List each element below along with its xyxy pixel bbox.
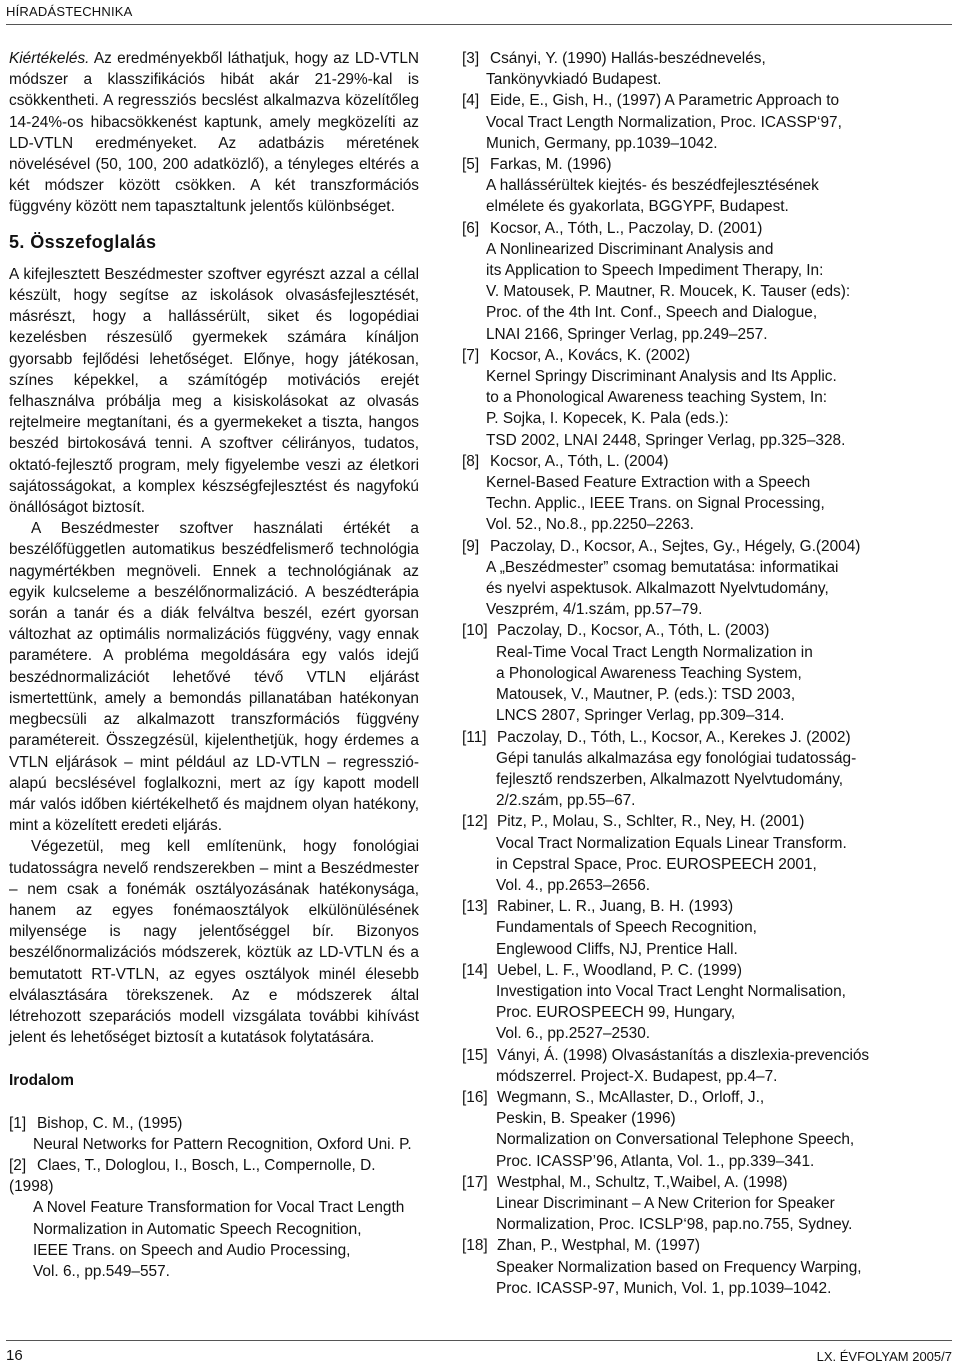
reference-line: Neural Networks for Pattern Recognition, Oxford Uni. P. [33, 1135, 412, 1153]
running-footer [6, 1340, 952, 1365]
reference-first-line [462, 48, 892, 69]
reference-line: Vol. 6., pp.549–557. [33, 1262, 170, 1280]
reference-line: Vol. 6., pp.2527–2530. [496, 1025, 651, 1043]
reference-item [462, 1045, 892, 1087]
reference-authors: Eide, E., Gish, H., (1997) A Parametric Approach to [490, 92, 840, 110]
reference-line: elmélete és gyakorlata, BGGYPF, Budapest. [486, 198, 789, 216]
evaluation-text: Az eredményekből láthatjuk, hogy az LD-VTLN módszer a klasszifikációs hibát akár 21-29%-kal is csökkentheti. A regressziós becslést alkalmazva közelítőleg 14-24%-os hibacsökkenést kaptunk, amely megközelíti az LD-VTLN eredményeket. Az adatbázis méretének növelésével (50, 100, 200 adatközlő), a tényleges eltérés a két módszer között csökken. A két transzformációs függvény között nem tapasztaltunk jelentős különbséget. [9, 50, 419, 216]
reference-line: A Nonlinearized Discriminant Analysis and [486, 240, 774, 258]
reference-number: [9] [462, 537, 480, 555]
reference-authors: Uebel, L. F., Woodland, P. C. (1999) [497, 961, 742, 979]
reference-authors: Ványi, Á. (1998) Olvasástanítás a diszlexia-prevenciós [497, 1046, 870, 1064]
reference-line: Kernel-Based Feature Extraction with a Speech [486, 474, 811, 492]
reference-line: Veszprém, 4/1.szám, pp.57–79. [486, 601, 703, 619]
reference-first-line [462, 1045, 892, 1066]
reference-line: LNAI 2166, Springer Verlag, pp.249–257. [486, 325, 768, 343]
section-title-summary: 5. Összefoglalás [9, 231, 157, 252]
reference-line: Tankönyvkiadó Budapest. [486, 71, 662, 89]
reference-first-line [9, 1113, 419, 1134]
reference-item [462, 620, 892, 726]
references-list-left [9, 1113, 419, 1283]
reference-item [462, 218, 892, 345]
reference-authors: Claes, T., Dologlou, I., Bosch, L., Compernolle, D.(1998) [9, 1156, 376, 1196]
left-column [9, 48, 419, 1282]
reference-number: [4] [462, 92, 480, 110]
reference-number: [3] [462, 50, 480, 67]
reference-number: [1] [9, 1114, 27, 1132]
reference-first-line [9, 1155, 419, 1197]
reference-first-line [462, 1235, 892, 1256]
reference-number: [5] [462, 156, 480, 174]
reference-number: [7] [462, 346, 480, 364]
reference-authors: Kocsor, A., Tóth, L. (2004) [490, 452, 669, 470]
reference-line: Vol. 4., pp.2653–2656. [496, 876, 651, 894]
reference-line: Normalization, Proc. ICSLP‘98, pap.no.755, Sydney. [496, 1216, 853, 1234]
reference-line: V. Matousek, P. Mautner, R. Moucek, K. Tauser (eds): [486, 283, 851, 301]
reference-line: TSD 2002, LNAI 2448, Springer Verlag, pp.325–328. [486, 431, 846, 449]
reference-number: [13] [462, 898, 488, 916]
reference-first-line [462, 345, 892, 366]
reference-line: Normalization in Automatic Speech Recognition, [33, 1220, 362, 1238]
reference-item [462, 451, 892, 536]
reference-item [462, 90, 892, 154]
reference-line: Investigation into Vocal Tract Lenght Normalisation, [496, 982, 846, 1000]
reference-line: in Cepstral Space, Proc. EUROSPEECH 2001, [496, 855, 817, 873]
reference-number: [8] [462, 452, 480, 470]
reference-item [462, 811, 892, 896]
reference-authors: Paczolay, D., Kocsor, A., Tóth, L. (2003) [497, 622, 770, 640]
reference-item [9, 1113, 419, 1155]
reference-item [462, 536, 892, 621]
reference-item [462, 1172, 892, 1236]
reference-item [462, 154, 892, 218]
reference-line: IEEE Trans. on Speech and Audio Processing, [33, 1241, 351, 1259]
reference-line: fejlesztő rendszerben, Alkalmazott Nyelvtudomány, [496, 770, 844, 788]
reference-number: [17] [462, 1173, 488, 1191]
reference-line: Vocal Tract Normalization Equals Linear Transform. [496, 834, 847, 852]
reference-item [462, 345, 892, 451]
reference-line: a Phonological Awareness Teaching System, [496, 664, 802, 682]
reference-line: Real-Time Vocal Tract Length Normalization in [496, 643, 813, 661]
reference-line: Fundamentals of Speech Recognition, [496, 919, 757, 937]
reference-first-line [462, 451, 892, 472]
journal-name: HÍRADÁSTECHNIKA [6, 4, 133, 19]
reference-line: LNCS 2807, Springer Verlag, pp.309–314. [496, 707, 785, 725]
reference-authors: Paczolay, D., Kocsor, A., Sejtes, Gy., Hégely, G.(2004) [490, 537, 861, 555]
reference-line: Kernel Springy Discriminant Analysis and Its Applic. [486, 368, 837, 386]
reference-line: P. Sojka, I. Kopecek, K. Pala (eds.): [486, 410, 729, 428]
reference-number: [14] [462, 961, 488, 979]
reference-number: [6] [462, 219, 480, 237]
reference-number: [12] [462, 813, 488, 831]
reference-first-line [462, 960, 892, 981]
reference-line: Proc. ICASSP-97, Munich, Vol. 1, pp.1039–1042. [496, 1279, 832, 1297]
reference-line: Proc. of the 4th Int. Conf., Speech and Dialogue, [486, 304, 818, 322]
reference-first-line [462, 896, 892, 917]
summary-paragraph-2: A Beszédmester szoftver használati értékét a beszélőfüggetlen automatikus beszédfelismerő technológia nagymértékben megnöveli. Ennek a technológiának az egyik kulcseleme a beszélőnormalizáció. A beszédterápia során a tanár és a diák felváltva beszél, ezért gyorsan változhat az optimális normalizációs függvény, vagy ennak paramétere. A probléma megoldására egy valós idejű beszédnormalizációt lehetővé tévő VTLN eljárást ismertettünk, amely a bemondás pillanatában hatékonyan megbecsüli az alkalmazott transzformációs függvény paramétereit. Összegzésül, kijelenthetjük, hogy érdemes a VTLN eljárások – mint például az LD-VTLN – regresszió-alapú becslésével foglalkozni, mert az így kapott modell már valós időben kiértékelhető és majdnem olyan hatékony, mint a közelített eredeti eljárás. [9, 520, 419, 835]
reference-number: [16] [462, 1088, 488, 1106]
reference-line: Peskin, B. Speaker (1996) [496, 1110, 676, 1128]
reference-line: módszerrel. Project-X. Budapest, pp.4–7. [496, 1067, 778, 1085]
reference-line: Linear Discriminant – A New Criterion for Speaker [496, 1194, 835, 1212]
references-list-right [462, 48, 892, 1299]
evaluation-paragraph [9, 48, 419, 218]
reference-line: Englewood Cliffs, NJ, Prentice Hall. [496, 940, 738, 958]
reference-number: [18] [462, 1237, 488, 1255]
reference-line: és nyelvi aspektusok. Alkalmazott Nyelvtudomány, [486, 580, 829, 598]
reference-number: [11] [462, 728, 487, 746]
running-header [6, 0, 952, 25]
reference-line: its Application to Speech Impediment Therapy, In: [486, 262, 824, 280]
reference-first-line [462, 536, 892, 557]
summary-paragraph-1: A kifejlesztett Beszédmester szoftver egyrészt azzal a céllal készült, hogy segítse az iskolások olvasásfejlesztését, másrészt, hogy a hallássérült, siket és logopédiai kezelésben részesülő gyermekek számára kínáljon gyorsabb fejlődési lehetőséget. Előnye, hogy játékosan, színes képekkel, a számítógép motivációs erejét felhasználva próbálja meg a kisiskolásokat az olvasás rejtelmeire megtanítani, és a gyermekeket a tiszta, hangos beszéd birtokosává tenni. A szoftver célirányos, tudatos, oktató-fejlesztő program, mely figyelembe veszi az életkori sajátosságokat, a komplex készségfejlesztést és nagyfokú önállóságot biztosít. [9, 265, 419, 517]
reference-line: 2/2.szám, pp.55–67. [496, 792, 636, 810]
summary-paragraph-3: Végezetül, meg kell említenünk, hogy fonológiai tudatosságra nevelő rendszerekben – mint a Beszédmester – nem csak a fonémák osztályozásának hatékonysága, hanem az egyes fonémaosztályok elkülönülésének milyensége is nagy jelentőséggel bír. Bizonyos beszélőnormalizációs módszerek, köztük az LD-VTLN és a bemutatott RT-VTLN, az egyes osztályok minél élesebb elválasztására törekszenek. Az e módszerek által létrehozott szeparációs modell vizsgálata további kihívást jelent és lehetőséget biztosít a kutatások folytatására. [9, 838, 419, 1047]
reference-line: A Novel Feature Transformation for Vocal Tract Length [33, 1199, 405, 1217]
reference-line: Gépi tanulás alkalmazása egy fonológiai tudatosság- [496, 749, 857, 767]
reference-item [462, 48, 892, 90]
reference-first-line [462, 1172, 892, 1193]
right-column [462, 48, 892, 1299]
reference-line: Matousek, V., Mautner, P. (eds.): TSD 2003, [496, 686, 796, 704]
reference-authors: Csányi, Y. (1990) Hallás-beszédnevelés, [490, 50, 766, 67]
reference-authors: Westphal, M., Schultz, T.,Waibel, A. (1998) [497, 1173, 788, 1191]
reference-line: Vocal Tract Length Normalization, Proc. ICASSP‘97, [486, 113, 842, 131]
reference-authors: Pitz, P., Molau, S., Schlter, R., Ney, H. (2001) [497, 813, 805, 831]
reference-authors: Wegmann, S., McAllaster, D., Orloff, J., [497, 1088, 765, 1106]
reference-line: Proc. EUROSPEECH 99, Hungary, [496, 1004, 736, 1022]
page-number: 16 [6, 1347, 23, 1364]
reference-authors: Kocsor, A., Tóth, L., Paczolay, D. (2001) [490, 219, 763, 237]
reference-item [462, 1235, 892, 1299]
reference-line: Vol. 52., No.8., pp.2250–2263. [486, 516, 694, 534]
reference-item [9, 1155, 419, 1282]
reference-first-line [462, 90, 892, 111]
reference-item [462, 727, 892, 812]
reference-item [462, 960, 892, 1045]
references-heading: Irodalom [9, 1072, 74, 1090]
reference-authors: Kocsor, A., Kovács, K. (2002) [490, 346, 691, 364]
reference-first-line [462, 218, 892, 239]
reference-first-line [462, 154, 892, 175]
reference-authors: Bishop, C. M., (1995) [37, 1114, 183, 1132]
reference-line: to a Phonological Awareness teaching System, In: [486, 389, 828, 407]
evaluation-lead: Kiértékelés. [9, 50, 90, 67]
reference-line: Speaker Normalization based on Frequency Warping, [496, 1258, 862, 1276]
reference-authors: Paczolay, D., Tóth, L., Kocsor, A., Kerekes J. (2002) [497, 728, 851, 746]
reference-number: [2] [9, 1156, 27, 1174]
reference-line: Normalization on Conversational Telephone Speech, [496, 1131, 855, 1149]
reference-first-line [462, 620, 892, 641]
reference-item [462, 896, 892, 960]
reference-authors: Farkas, M. (1996) [490, 156, 612, 174]
reference-line: A „Beszédmester” csomag bemutatása: informatikai [486, 558, 839, 576]
reference-line: A hallássérültek kiejtés- és beszédfejlesztésének [486, 177, 819, 195]
reference-line: Munich, Germany, pp.1039–1042. [486, 134, 718, 152]
reference-number: [15] [462, 1046, 488, 1064]
reference-item [462, 1087, 892, 1172]
reference-first-line [462, 811, 892, 832]
reference-first-line [462, 1087, 892, 1108]
reference-line: Techn. Applic., IEEE Trans. on Signal Processing, [486, 495, 825, 513]
issue-label: LX. ÉVFOLYAM 2005/7 [816, 1349, 952, 1364]
reference-authors: Rabiner, L. R., Juang, B. H. (1993) [497, 898, 734, 916]
reference-line: Proc. ICASSP’96, Atlanta, Vol. 1., pp.339–341. [496, 1152, 815, 1170]
reference-first-line [462, 727, 892, 748]
reference-number: [10] [462, 622, 488, 640]
reference-authors: Zhan, P., Westphal, M. (1997) [497, 1237, 701, 1255]
